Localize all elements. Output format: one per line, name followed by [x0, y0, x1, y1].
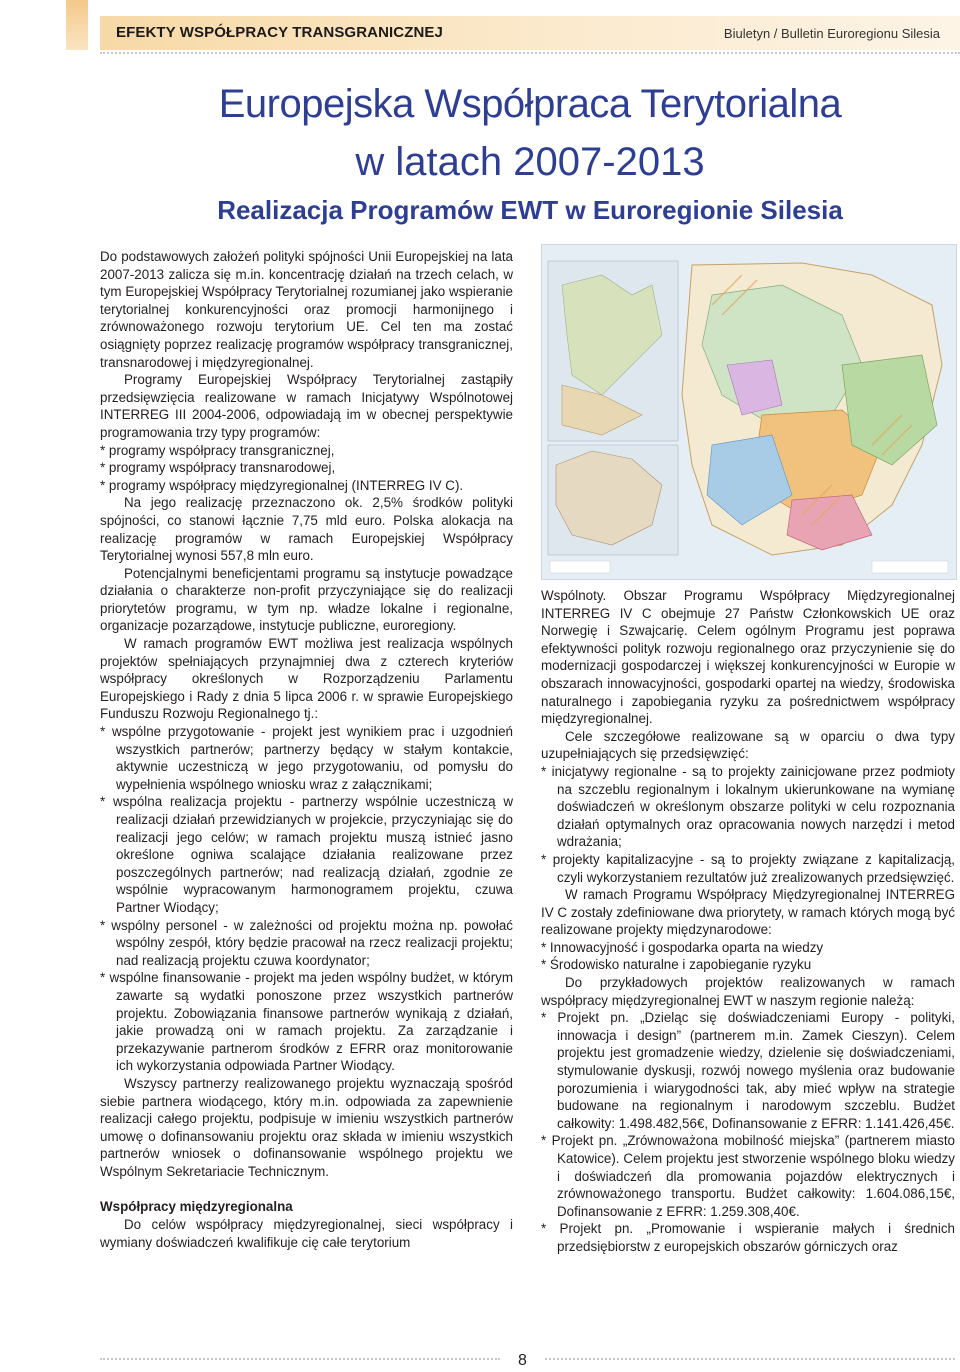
- list-item: * projekty kapitalizacyjne - są to projekty związane z kapitalizacją, czyli wykorzystaniem rezultatów już zrealizowanych przedsięwzięć.: [541, 851, 955, 885]
- paragraph: Wszyscy partnerzy realizowanego projektu wyznaczają spośród siebie partnera wiodącego, który m.in. odpowiada za zapewnienie realizacji całego projektu, podpisuje w imieniu wszystkich partnerów umowę o dofinansowaniu projektu oraz składa w imieniu wszystkich partnerów wniosek o dofinansowanie wspólnego projektu we Wspólnym Sekretariacie Technicznym.: [100, 1075, 513, 1179]
- header-accent-strip: [66, 0, 88, 50]
- list-item: * wspólny personel - w zależności od projektu można np. powołać wspólny zespół, który będzie pracował na rzecz realizacji projektu; nad realizacją projektu czuwa koordynator;: [100, 917, 513, 968]
- left-column: [100, 248, 513, 1251]
- paragraph: Do przykładowych projektów realizowanych w ramach współpracy międzyregionalnej EWT w naszym regionie należą:: [541, 975, 955, 1008]
- section-title: EFEKTY WSPÓŁPRACY TRANSGRANICZNEJ: [116, 24, 443, 41]
- list-item: * programy współpracy międzyregionalnej (INTERREG IV C).: [100, 477, 464, 493]
- header-divider: [100, 52, 960, 54]
- list-item: * wspólna realizacja projektu - partnerzy wspólnie uczestniczą w realizacji działań przewidzianych w projekcie, przyczyniając się do realizacji jego celów; w ramach projektu muszą istnieć jasno określone ogniwa scalające działania realizowane przez poszczególnych partnerów; nad realizacją działań, zgodnie ze wspólnie wypracowanym harmonogramem projektu, czuwa Partner Wiodący;: [100, 794, 513, 915]
- page-title-line2: w latach 2007-2013: [355, 140, 705, 184]
- paragraph: Wspólnoty. Obszar Programu Współpracy Międzyregionalnej INTERREG IV C obejmuje 27 Państw Członkowskich UE oraz Norwegię i Szwajcarię. Celem ogólnym Programu jest poprawa efektywności polityk rozwoju regionalnego oraz przyczynienie się do modernizacji gospodarczej i większej konkurencyjności w Europie w obszarach innowacyjności, gospodarki opartej na wiedzy, środowiska naturalnego i zapobiegania ryzyku za pośrednictwem współpracy międzyregionalnej.: [541, 588, 955, 727]
- list-item: * Projekt pn. „Zrównoważona mobilność miejska” (partnerem miasto Katowice). Celem projektu jest stworzenie wspólnego bloku wiedzy i doświadczeń dla promowania pojazdów elektrycznych i zrównoważonego transportu. Budżet całkowity: 1.604.086,15€, Dofinansowanie z EFRR: 1.259.308,40€.: [541, 1133, 955, 1219]
- paragraph: Do celów współpracy międzyregionalnej, sieci współpracy i wymiany doświadczeń kwalifikuje cię całe terytorium: [100, 1217, 513, 1250]
- list-item: * Projekt pn. „Dzieląc się doświadczeniami Europy - polityki, innowacja i design” (partnerem m.in. Zamek Cieszyn). Celem projektu jest gromadzenie wiedzy, dzielenie się doświadczeniami, stymulowanie dyskusji, rozwój nowego myślenia oraz budowanie porozumienia i wiarygodności tak, aby mieć wpływ na strategie budowane na regionalnym i narodowym szczeblu. Budżet całkowity: 1.498.482,56€, Dofinansowanie z EFRR: 1.141.426,45€.: [541, 1010, 955, 1131]
- list-item: * wspólne przygotowanie - projekt jest wynikiem prac i uzgodnień wszystkich partnerów; partnerzy będący w stałym kontakcie, aktywnie uczestniczą w jego przygotowaniu, od pomysłu do wypełnienia wspólnego wniosku wraz z załącznikami;: [100, 724, 513, 792]
- list-item: * Projekt pn. „Promowanie i wspieranie małych i średnich przedsiębiorstw z europejskich obszarów górniczych oraz: [541, 1221, 955, 1254]
- paragraph: Do podstawowych założeń polityki spójności Unii Europejskiej na lata 2007-2013 zalicza się m.in. koncentrację działań na trzech celach, w tym Europejskiej Współpracy Terytorialnej rozumianej jako wspieranie terytorialnej konkurencyjności oraz promocji harmonijnego i zrównoważonego rozwoju terytorium UE. Cel ten ma zostać osiągnięty poprzez realizację programów współpracy transgranicznej, transnarodowej i międzyregionalnej.: [100, 249, 513, 370]
- map-illustration: [542, 245, 956, 579]
- list-item: * programy współpracy transnarodowej,: [100, 460, 336, 476]
- cooperation-map: [541, 244, 957, 580]
- section-heading: Współpracy międzyregionalna: [100, 1199, 293, 1215]
- page-number: 8: [518, 1352, 527, 1369]
- paragraph: W ramach Programu Współpracy Międzyregionalnej INTERREG IV C zostały zdefiniowane dwa priorytety, w ramach których mogą być realizowane projekty międzynarodowe:: [541, 887, 955, 938]
- list-item: * Innowacyjność i gospodarka oparta na wiedzy: [541, 939, 824, 955]
- paragraph: W ramach programów EWT możliwa jest realizacja wspólnych projektów spełniających przynajmniej dwa z czterech kryteriów współpracy określonych w Rozporządzeniu Parlamentu Europejskiego i Rady z dnia 5 lipca 2006 r. w sprawie Europejskiego Funduszu Rozwoju Regionalnego tj.:: [100, 636, 513, 722]
- paragraph: Cele szczegółowe realizowane są w oparciu o dwa typy uzupełniających się przedsięwzięć:: [541, 728, 955, 762]
- list-item: * wspólne finansowanie - projekt ma jeden wspólny budżet, w którym zawarte są wydatki ponoszone przez wszystkich partnerów projektu. Zobowiązania finansowe partnerów wynikają z działań, jakie prowadzą oni w ramach projektu. Za zarządzanie i przekazywanie partnerom środków z EFRR oraz monitorowanie ich wykorzystania odpowiada Partner Wiodący.: [100, 970, 513, 1074]
- paragraph: Potencjalnymi beneficjentami programu są instytucje powadzące działania o charakterze non-profit przyczyniające się do realizacji priorytetów programu, w tym np. władze lokalne i regionalne, organizacje pozarządowe, instytucje publiczne, euroregiony.: [100, 565, 513, 634]
- page-title-line1: Europejska Współpraca Terytorialna: [218, 82, 842, 126]
- page-subtitle: Realizacja Programów EWT w Euroregionie Silesia: [217, 195, 843, 225]
- list-item: * Środowisko naturalne i zapobieganie ryzyku: [541, 957, 812, 973]
- footer-divider-right: [545, 1358, 955, 1360]
- paragraph: Programy Europejskiej Współpracy Terytorialnej zastąpiły przedsięwzięcia realizowane w ramach Inicjatywy Wspólnotowej INTERREG III 2004-2006, odpowiadają im w obecnej perspektywie programowania trzy typy programów:: [100, 372, 513, 440]
- paragraph: Na jego realizację przeznaczono ok. 2,5% środków polityki spójności, co stanowi łącznie 7,75 mld euro. Polska alokacja na realizację programów w ramach Europejskiej Współpracy Terytorialnej wynosi 557,8 mln euro.: [100, 495, 513, 564]
- footer-divider-left: [100, 1358, 500, 1360]
- right-column: [541, 587, 955, 1256]
- list-item: * programy współpracy transgranicznej,: [100, 442, 335, 458]
- bulletin-name: Biuletyn / Bulletin Euroregionu Silesia: [723, 26, 940, 41]
- list-item: * inicjatywy regionalne - są to projekty zainicjowane przez podmioty na szczeblu regionalnym i lokalnym ukierunkowane na wymianę doświadczeń w określonym obszarze polityki w celu rozpoznania działań optymalnych oraz opracowania nowych narzędzi i metod wdrażania;: [541, 763, 955, 850]
